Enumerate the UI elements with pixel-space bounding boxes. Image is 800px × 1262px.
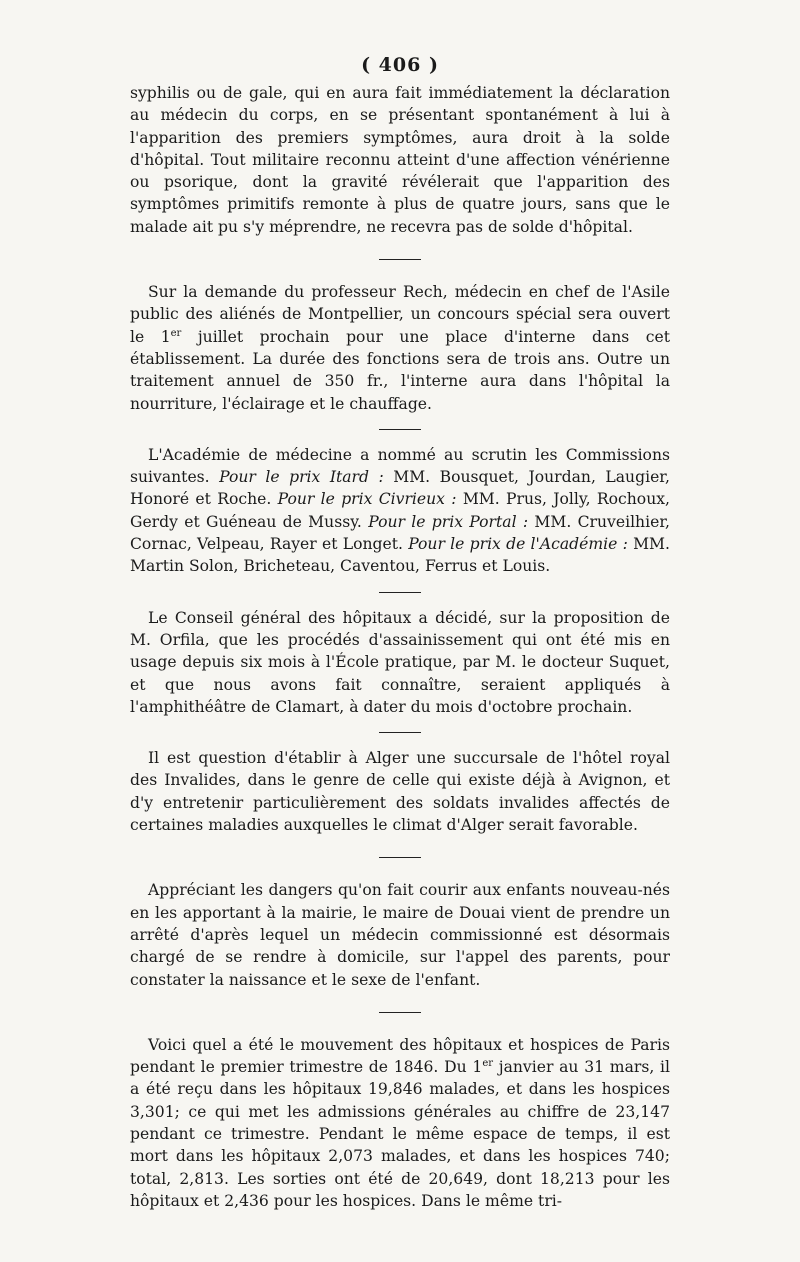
paragraph-alger: Il est question d'établir à Alger une succursale de l'hôtel royal des Invalides, dans le genre de celle qui existe déjà à Avignon, et d'y entretenir particulièrement des soldats invalides affectés de certaines maladies auxquelles le climat d'Alger serait favorable. (130, 749, 670, 835)
section-divider (379, 857, 421, 858)
paragraph-academie: L'Académie de médecine a nommé au scrutin les Commissions suivantes. Pour le prix Itard : MM. Bousquet, Jourdan, Laugier, Honoré et Roche. Pour le prix Civrieux : MM. Prus, Jolly, Rochoux, Gerdy et Guéneau de Mussy. Pour le prix Portal : MM. Cruveilhier, Cornac, Velpeau, Rayer et Longet. Pour le prix de l'Académie : MM. Martin Solon, Bricheteau, Caventou, Ferrus et Louis. (130, 445, 671, 576)
section-divider (379, 259, 421, 260)
section-divider (379, 429, 421, 430)
prize-names: MM. Cruveilhier, Cornac, Velpeau, Rayer et Longet. (130, 512, 671, 554)
paragraph-hopitaux: Voici quel a été le mouvement des hôpitaux et hospices de Paris pendant le premier trimestre de 1846. Du 1er janvier au 31 mars, il a été reçu dans les hôpitaux 19,846 malades, et dans les hospices 3,301; ce qui met les admissions générales au chiffre de 23,147 pendant ce trimestre. Pendant le même espace de temps, il est mort dans les hôpitaux 2,073 malades, et dans les hospices 740; total, 2,813. Les sorties ont été de 20,649, dont 18,213 pour les hôpitaux et 2,436 pour les hospices. Dans le même tri- (130, 1035, 670, 1210)
prize-label: Pour le prix Portal : (368, 512, 529, 531)
prize-label: Pour le prix Civrieux : (277, 490, 457, 509)
paragraph-conseil: Le Conseil général des hôpitaux a décidé, sur la proposition de M. Orfila, que les procédés d'assainissement qui ont été mis en usage depuis six mois à l'École pratique, par M. le docteur Suquet, et que nous avons fait connaître, seraient appliqués à l'amphithéâtre de Clamart, à dater du mois d'octobre prochain. (130, 608, 670, 716)
prize-label: Pour le prix Itard : (219, 468, 384, 487)
paragraph-montpellier: Sur la demande du professeur Rech, médecin en chef de l'Asile public des aliénés de Montpellier, un concours spécial sera ouvert le 1er juillet prochain pour une place d'interne dans cet établissement. La durée des fonctions sera de trois ans. Outre un traitement annuel de 350 fr., l'interne aura dans l'hôpital la nourriture, l'éclairage et le chauffage. (130, 283, 671, 413)
section-divider (379, 732, 421, 733)
page-number: ( 406 ) (361, 54, 439, 76)
paragraph-douai: Appréciant les dangers qu'on fait courir aux enfants nouveau-nés en les apportant à la mairie, le maire de Douai vient de prendre un arrêté d'après lequel un médecin commissionné est désormais chargé de se rendre à domicile, sur l'appel des parents, pour constater la naissance et le sexe de l'enfant. (130, 881, 670, 989)
paragraph-syphilis: syphilis ou de gale, qui en aura fait immédiatement la déclaration au médecin du corps, en se présentant spontanément à lui à l'apparition des premiers symptômes, aura droit à la solde d'hôpital. Tout militaire reconnu atteint d'une affection vénérienne ou psorique, dont la gravité révélerait que l'apparition des symptômes primitifs remonte à plus de quatre jours, sans que le malade ait pu s'y méprendre, ne recevra pas de solde d'hôpital. (130, 84, 670, 236)
prize-names: MM. Prus, Jolly, Rochoux, Gerdy et Guéneau de Mussy. (130, 490, 670, 531)
prize-names: MM. Martin Solon, Bricheteau, Caventou, Ferrus et Louis. (130, 535, 670, 576)
prize-label: Pour le prix de l'Académie : (408, 535, 628, 554)
prize-names: MM. Bousquet, Jourdan, Laugier, Honoré et Roche. (130, 468, 670, 509)
section-divider (379, 1012, 421, 1013)
section-divider (379, 592, 421, 593)
